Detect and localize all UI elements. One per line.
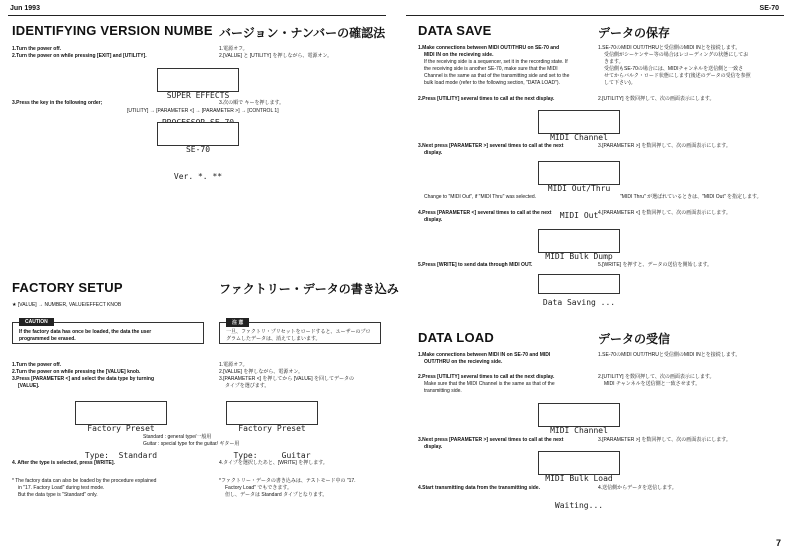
caution-text-2: programmed be erased.: [19, 336, 76, 342]
factory-note-en-1: * The factory data can also be loaded by the procedure explained: [12, 478, 157, 484]
load-lcd-channel: [538, 403, 620, 435]
version-step2-jp: 2.[VALUE] と [UTILITY] を押しながら、電源オン。: [219, 53, 333, 59]
load-s2-jp-1: 2.[UTILITY] を数回押して、次の画面表示にします。: [598, 374, 715, 380]
version-title-jp: バージョン・ナンバーの確認法: [219, 26, 386, 40]
save-s3-jp: 3.[PARAMETER >] を数回押して、次の画面表示にします。: [598, 143, 731, 149]
save-lcd-out-thru: [538, 161, 620, 220]
load-s2-en-1: 2.Press [UTILITY] several times to call at the next display.: [418, 374, 555, 380]
factory-step1-jp: 1.電源オフ。: [219, 362, 248, 368]
factory-step3-en: 3.Press [PARAMETER <] and select the data type by turning: [12, 376, 155, 382]
factory-note-en-2: in "17. Factory Load" during test mode.: [18, 485, 105, 491]
save-s1-jp-3: きます。: [604, 59, 624, 65]
version-step1-en: 1.Turn the power off.: [12, 46, 62, 52]
save-s3-en-2: display.: [424, 150, 443, 156]
save-s1-jp-2: 受信側がシーケンサー等の場合はレコーディングの状態にしてお: [604, 52, 749, 58]
load-s3-en-2: display.: [424, 444, 443, 450]
lcd-line: SE-70: [185, 145, 211, 154]
header-rule-right: [406, 15, 784, 16]
factory-step2-jp: 2.[VALUE] を押しながら、電源オン。: [219, 369, 303, 375]
version-title: IDENTIFYING VERSION NUMBE: [12, 23, 213, 38]
load-s4-en: 4.Start transmitting data from the transmitting side.: [418, 485, 540, 491]
load-s3-en-1: 3.Next press [PARAMETER >] several times to call at the next: [418, 437, 564, 443]
load-s2-en-3: transmitting side.: [424, 388, 462, 394]
version-step3-jp: 3.次の順で キーを押します。: [219, 100, 285, 106]
header-rule-left: [8, 15, 386, 16]
lcd-line: Waiting...: [554, 501, 604, 510]
load-title-jp: データの受信: [598, 332, 671, 346]
header-model: SE-70: [759, 5, 779, 12]
factory-step2-en: 2.Turn the power on while pressing the [VALUE] knob.: [12, 369, 141, 375]
factory-title: FACTORY SETUP: [12, 280, 123, 295]
save-s1-jp-1: 1.SE-70のMIDI OUT/THRUと受信側のMIDI INとを接続します。: [598, 45, 741, 51]
factory-note-jp-1: *ファクトリー・データの書き込みは、テストモード中の "17.: [219, 478, 356, 484]
caution-text-1: If the factory data has once be loaded, the data the user: [19, 329, 152, 335]
save-s4-jp: 4.[PARAMETER <] を数回押して、次の画面表示にします。: [598, 210, 731, 216]
save-s4-en-1: 4.Press [PARAMETER <] several times to call at the next: [418, 210, 552, 216]
factory-note-jp-3: 但し、データは Standard タイプとなります。: [225, 492, 328, 498]
save-lcd-bulk-dump: [538, 229, 620, 261]
save-change-en: Change to "MIDI Out", if "MIDI Thru" was selected.: [424, 194, 537, 200]
save-s5-jp: 5.[WRITE] を押すと、データの送信を開始します。: [598, 262, 713, 268]
save-s1-jp-4: 受信側もSE-70の場合には、MIDIチャンネルを送信側と一致さ: [604, 66, 744, 72]
version-lcd-ver: [157, 122, 239, 181]
factory-note-jp-2: Factory Load" でもできます。: [225, 485, 292, 491]
type-note-guitar: Guitar : special type for the guitar/ ギター用: [143, 441, 240, 447]
lcd-line: MIDI Channel: [550, 133, 608, 142]
load-s2-en-2: Make sure that the MIDI Channel is the same as that of the: [424, 381, 555, 387]
save-s1-jp-6: して下さい)。: [604, 80, 636, 86]
lcd-line: Type: Standard: [84, 451, 158, 460]
version-step2-en: 2.Turn the power on while pressing [EXIT] and [UTILITY].: [12, 53, 147, 59]
save-title: DATA SAVE: [418, 23, 492, 38]
lcd-line: Ver. *. **: [173, 172, 223, 181]
save-s1-en-4: the receiving side is another SE-70, make sure that the MIDI: [424, 66, 558, 72]
lcd-line: MIDI Channel: [550, 426, 608, 435]
factory-step1-en: 1.Turn the power off.: [12, 362, 62, 368]
factory-step4-jp: 4.タイプを選択したあと、[WRITE] を押します。: [219, 460, 328, 466]
version-lcd-boot: [157, 68, 239, 100]
save-s4-en-2: display.: [424, 217, 443, 223]
factory-step3b-jp: タイプを選びます。: [225, 383, 270, 389]
lcd-line: Factory Preset: [238, 424, 306, 433]
load-s4-jp: 4.送信側からデータを送信します。: [598, 485, 677, 491]
lcd-line: Factory Preset: [87, 424, 155, 433]
save-change-jp: "MIDI Thru" が選ばれているときは、"MIDI Out" を指定します。: [620, 194, 762, 200]
load-lcd-bulk-load: [538, 451, 620, 510]
load-s1-en-2: OUT/THRU on the recieving side.: [424, 359, 503, 365]
lcd-line: Data Saving ...: [542, 298, 616, 307]
version-step1-jp: 1.電源オフ。: [219, 46, 248, 52]
lcd-line: MIDI Out/Thru: [547, 184, 611, 193]
type-note-standard: Standard : general type/一般用: [143, 434, 212, 440]
caution-box-en: [12, 319, 204, 344]
save-s2-jp: 2.[UTILITY] を数回押して、次の画面表示にします。: [598, 96, 715, 102]
factory-lcd-guitar: [226, 401, 318, 460]
load-s1-en-1: 1.Make connections between MIDI IN on SE-70 and MIDI: [418, 352, 551, 358]
save-s2-en: 2.Press [UTILITY] several times to call at the next display.: [418, 96, 555, 102]
save-s1-en-2: MIDI IN on the recieving side.: [424, 52, 494, 58]
save-title-jp: データの保存: [598, 26, 671, 40]
load-title: DATA LOAD: [418, 330, 494, 345]
save-lcd-channel: [538, 110, 620, 142]
save-s1-jp-5: せてからバルク・ロード状態にします(後述のデータの受信を参照: [604, 73, 751, 79]
save-s1-en-3: If the receiving side is a sequencer, set it in the recording state. If: [424, 59, 568, 65]
version-step3-en: 3.Press the key in the following order;: [12, 100, 103, 106]
lcd-line: MIDI Bulk Dump: [545, 252, 613, 261]
factory-step3-jp: 3.[PARAMETER <] を押してから [VALUE] を回してデータの: [219, 376, 354, 382]
caution-jp-text-1: 一旦、ファクトリ・プリセットをロードすると、ユーザーのプロ: [226, 329, 371, 335]
factory-step3b-en: [VALUE].: [18, 383, 40, 389]
factory-note-en-3: But the data type is "Standard" only.: [18, 492, 98, 498]
lcd-line: MIDI Bulk Load: [545, 474, 613, 483]
caution-box-jp: [219, 322, 381, 344]
caution-label: CAUTION: [19, 318, 54, 326]
lcd-line: SUPER EFFECTS: [166, 91, 230, 100]
header-date: Jun 1993: [10, 5, 40, 12]
save-lcd-saving: [538, 274, 620, 307]
load-s3-jp: 3.[PARAMETER >] を数回押して、次の画面表示にします。: [598, 437, 731, 443]
factory-knob-note: ★ [VALUE] → NUMBER, VALUE/EFFECT KNOB: [12, 302, 122, 308]
lcd-line: Type: Guitar: [233, 451, 311, 460]
save-s1-en-6: bulk load mode (refer to the following section, "DATA LOAD").: [424, 80, 560, 86]
factory-step4-en: 4. After the type is selected, press [WRITE].: [12, 460, 115, 466]
save-s1-en-1: 1.Make connections between MIDI OUT/THRU on SE-70 and: [418, 45, 560, 51]
load-s1-jp: 1.SE-70のMIDI OUT/THRUと受信側のMIDI INとを接続します。: [598, 352, 741, 358]
save-s5-en: 5.Press [WRITE] to send data through MIDI OUT.: [418, 262, 533, 268]
load-s2-jp-2: MIDI チャンネルを送信側と一致させます。: [604, 381, 701, 387]
save-s1-en-5: Channel is the same as that of the transmitting side and set to the: [424, 73, 570, 79]
lcd-line: MIDI Out: [559, 211, 599, 220]
version-key-order: [UTILITY] → [PARAMETER <] → [PARAMETER >] → [CONTROL 1]: [127, 108, 279, 114]
page-number: 7: [775, 538, 781, 548]
caution-jp-text-2: グラムしたデータは、消えてしまいます。: [226, 336, 321, 342]
factory-lcd-standard: [75, 401, 167, 460]
save-s3-en-1: 3.Next press [PARAMETER >] several times to call at the next: [418, 143, 564, 149]
caution-label-jp: 注 意: [226, 318, 249, 327]
factory-title-jp: ファクトリー・データの書き込み: [219, 282, 399, 296]
